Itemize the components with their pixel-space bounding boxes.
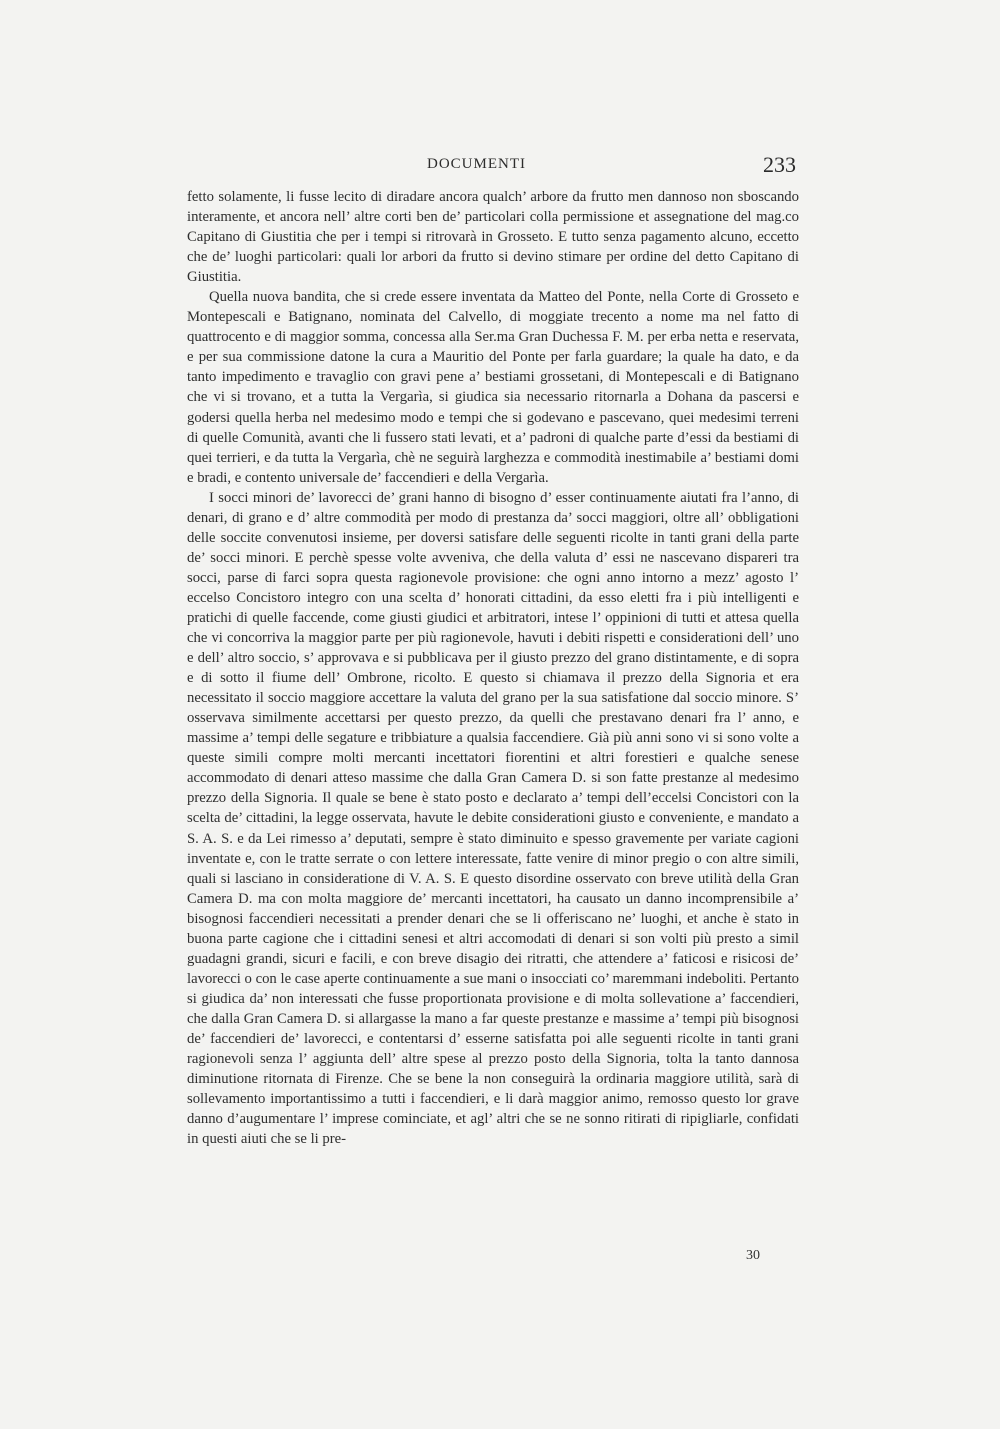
printer-signature-mark: 30 bbox=[746, 1248, 760, 1263]
paragraph-bandita: Quella nuova bandita, che si crede essere inventata da Matteo del Ponte, nella Corte di Grosseto e Montepescali e Batignano, nominata del Calvello, di moggiate trecento a nome ma nel fatto di quattrocento e di maggior somma, concessa alla Ser.ma Gran Duchessa F. M. per erba netta e reservata, e per sua commissione datone la cura a Mauritio del Ponte per farla guardare; la quale ha dato, e da tanto impedimento e travaglio con gravi pene a’ bestiami grossetani, di Montepescali e di Batignano che vi si trovano, et a tutta la Vergarìa, si giudica sia necessario ritornarla a Dohana da pascersi e godersi quella herba nel medesimo modo e tempi che si godevano e pascevano, quei medesimi terreni di quelle Comunità, avanti che li fussero stati levati, et a’ padroni di qualche parte d’essi da bestiami di quei terrieri, e da tutta la Vergarìa, chè ne seguirà larghezza e commodità inestimabile a’ bestiami domi e bradi, e contento universale de’ faccendieri e della Vergarìa. bbox=[187, 289, 799, 486]
paragraph-socci-minori: I socci minori de’ lavorecci de’ grani hanno di bisogno d’ esser continuamente aiutati fra l’anno, di denari, di grano e d’ altre commodità per modo di prestanza da’ socci maggiori, oltre all’ obbligationi delle soccite convenutosi insieme, per doversi satisfare delle seguenti ricolte in tanti grani della parte de’ socci minori. E perchè spesse volte avveniva, che della valuta d’ essi ne nascevano dispareri tra socci, parse di farci sopra questa ragionevole provisione: che ogni anno intorno a mezz’ agosto l’ eccelso Concistoro integro con una scelta d’ honorati cittadini, da esso eletti fra i più intelligenti e pratichi di quelle faccende, come giusti giudici et arbitratori, intese l’ oppinioni di tutti et attesa quella che vi concorriva la maggior parte per più ragionevole, havuti i debiti rispetti e considerationi dell’ uno e dell’ altro soccio, s’ approvava e si pubblicava per il giusto prezzo del grano distintamente, e di sopra e di sotto il fiume dell’ Ombrone, ricolto. E questo si chiamava il prezzo della Signoria et era necessitato il soccio maggiore accettare la valuta del grano per la sua satisfatione dal soccio minore. S’ osservava similmente accettarsi per questo prezzo, da quelli che prestavano denari fra l’ anno, e massime a’ tempi delle segature e tribbiature a qualsia faccendiere. Già più anni sono vi si sono volte a queste simili compre molti mercanti incettatori fiorentini et altri forestieri e qualche senese accommodato di denari atteso massime che dalla Gran Camera D. si son fatte prestanze al medesimo prezzo della Signoria. Il quale se bene è stato posto e declarato a’ tempi dell’eccelsi Concistori con la scelta de’ cittadini, la legge osservata, havute le debite considerationi giusto e conveniente, e mandato a S. A. S. e da Lei rimesso a’ deputati, sempre è stato diminuito e spesso gravemente per variate cagioni inventate e, con le tratte serrate o con lettere interessate, fatte venire di minor pregio o con altre simili, quali si lasciano in consideratione di V. A. S. E questo disordine osservato con breve utilità della Gran Camera D. ma con molta maggiore de’ mercanti incettatori, ha causato un danno incomprensibile a’ bisognosi faccendieri necessitati a prender denari che se li offeriscano ne’ luoghi, et anche è stato in buona parte cagione che i cittadini senesi et altri accomodati di denari si son volti più presto a simil guadagni grandi, sicuri e facili, e con breve disagio dei ritratti, che attendere a’ faticosi e risicosi de’ lavorecci o con le case aperte continuamente a sue mani o insocciati co’ maremmani indeboliti. Pertanto si giudica da’ non interessati che fusse proportionata provisione e di molta sollevatione a’ faccendieri, che dalla Gran Camera D. si allargasse la mano a far queste prestanze e massime a’ tempi più bisognosi de’ faccendieri de’ lavorecci, e contentarsi d’ esserne satisfatta poi alle seguenti ricolte in tanti grani ragionevoli senza l’ aggiunta dell’ altre spese al prezzo posto della Signoria, tolta la tanto dannosa diminutione ritornata di Firenze. Che se bene la non conseguirà la ordinaria maggiore utilità, sarà di sollevamento importantissimo a tutti i faccendieri, e li darà maggior animo, remosso questo lor grave danno d’augumentare l’ imprese cominciate, et agl’ altri che se ne sonno ritirati di ripigliarle, confidati in questi aiuti che se li pre- bbox=[187, 489, 799, 1148]
page-number: 233 bbox=[763, 152, 796, 177]
running-header-title: DOCUMENTI bbox=[427, 156, 526, 172]
body-text bbox=[187, 187, 799, 1149]
paragraph-continuation: fetto solamente, li fusse lecito di diradare ancora qualch’ arbore da frutto men dannoso non sboscando interamente, et ancora nell’ altre corti ben de’ particolari colla permissione et assegnatione del mag.co Capitano di Giustitia che per i tempi si ritrovarà in Grosseto. E tutto senza pagamento alcuno, eccetto che de’ luoghi particolari: quali lor arbori da frutto si devino stimare per ordine del detto Capitano di Giustitia. bbox=[187, 189, 799, 286]
